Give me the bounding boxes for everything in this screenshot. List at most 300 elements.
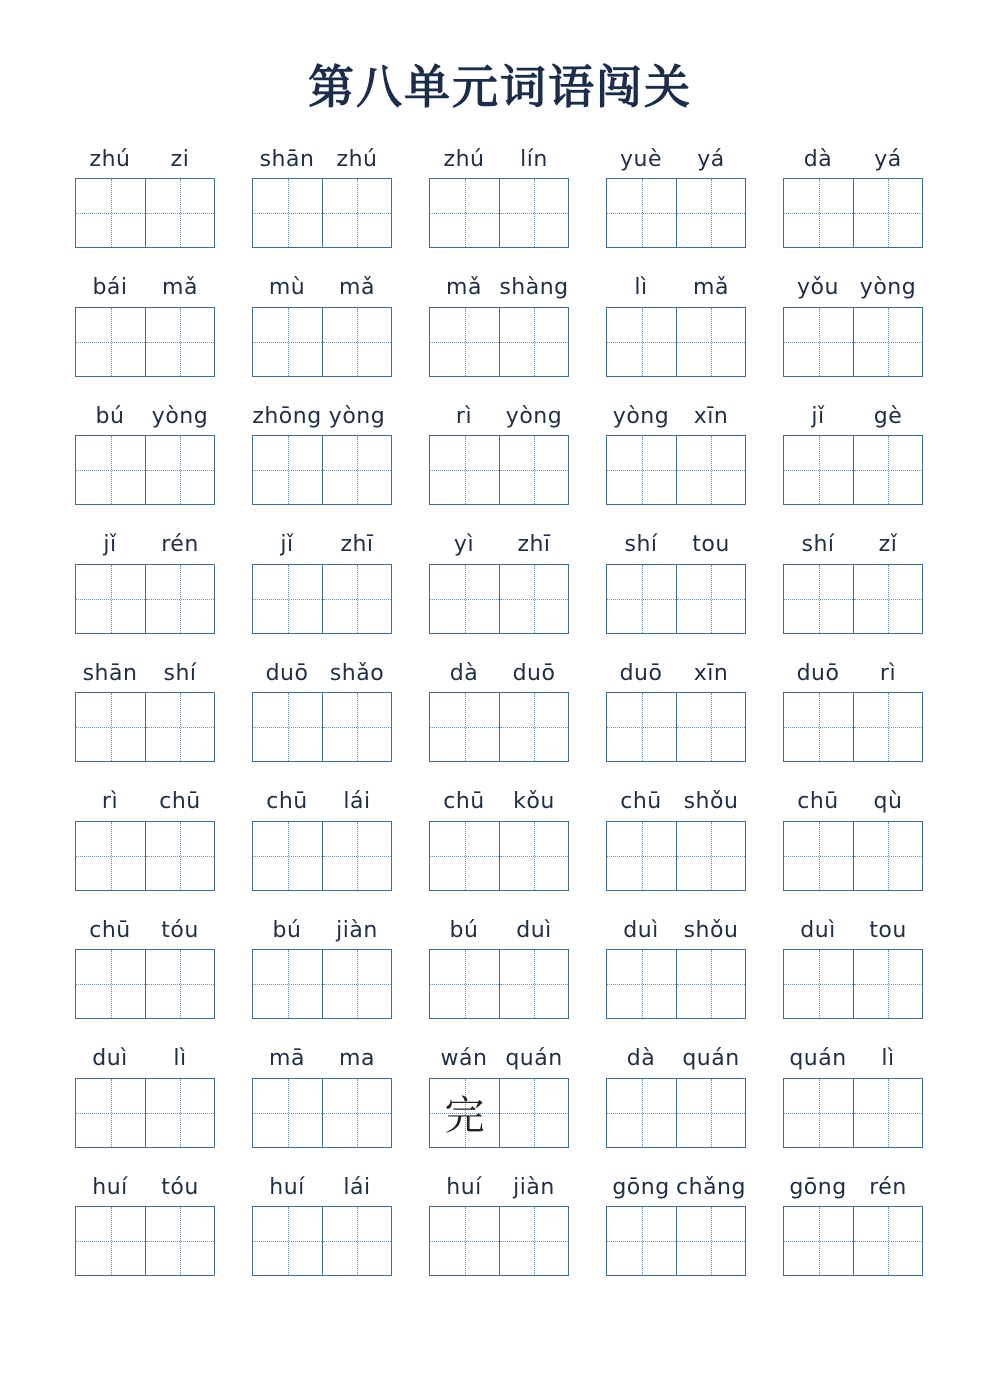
pinyin-syllable: zhī bbox=[340, 532, 374, 557]
pinyin-syllable: shǒu bbox=[683, 789, 739, 814]
writing-box[interactable] bbox=[853, 565, 922, 633]
word-item bbox=[252, 269, 392, 398]
word-item bbox=[429, 526, 569, 655]
writing-box[interactable] bbox=[430, 308, 499, 376]
pinyin-syllable: jiàn bbox=[513, 1174, 555, 1200]
writing-box[interactable] bbox=[676, 308, 745, 376]
character-grid bbox=[75, 949, 215, 1019]
writing-box[interactable] bbox=[676, 950, 745, 1018]
character-grid bbox=[783, 178, 923, 248]
writing-box[interactable] bbox=[76, 1207, 145, 1275]
pinyin-syllable: chū bbox=[266, 789, 308, 814]
pinyin-line bbox=[606, 1040, 746, 1078]
character-grid bbox=[606, 692, 746, 762]
pinyin-line bbox=[606, 783, 746, 821]
writing-box[interactable] bbox=[322, 308, 391, 376]
word-row bbox=[75, 1168, 925, 1297]
writing-box[interactable] bbox=[784, 950, 853, 1018]
character-grid bbox=[606, 435, 746, 505]
word-item bbox=[252, 140, 392, 269]
writing-box[interactable] bbox=[607, 950, 676, 1018]
pinyin-syllable: shàng bbox=[499, 275, 569, 300]
writing-box[interactable] bbox=[253, 1079, 322, 1147]
pinyin-syllable: jiàn bbox=[336, 917, 378, 943]
pinyin-syllable: chū bbox=[159, 789, 201, 814]
pinyin-syllable: gōng bbox=[612, 1174, 670, 1200]
word-item bbox=[783, 269, 923, 398]
word-item bbox=[75, 654, 215, 783]
writing-box[interactable] bbox=[499, 1079, 568, 1147]
word-item bbox=[606, 654, 746, 783]
pinyin-syllable: jǐ bbox=[103, 532, 117, 557]
writing-box[interactable] bbox=[607, 1079, 676, 1147]
pinyin-syllable: zǐ bbox=[878, 532, 898, 557]
pinyin-syllable: dà bbox=[626, 1046, 656, 1071]
pinyin-line bbox=[429, 269, 569, 307]
writing-box[interactable] bbox=[607, 693, 676, 761]
word-item bbox=[252, 1040, 392, 1169]
writing-box[interactable] bbox=[676, 565, 745, 633]
pinyin-line bbox=[252, 526, 392, 564]
character-grid bbox=[252, 949, 392, 1019]
pinyin-syllable: mǎ bbox=[162, 275, 198, 300]
word-item bbox=[429, 1040, 569, 1169]
pinyin-line bbox=[252, 1040, 392, 1078]
writing-box[interactable] bbox=[145, 179, 214, 247]
pinyin-syllable: yuè bbox=[620, 146, 662, 172]
word-item bbox=[783, 397, 923, 526]
writing-box[interactable] bbox=[145, 822, 214, 890]
pinyin-syllable: yòng bbox=[151, 403, 209, 429]
character-grid bbox=[75, 1078, 215, 1148]
handwritten-character: 完 bbox=[444, 1093, 485, 1139]
character-grid bbox=[429, 564, 569, 634]
word-item bbox=[252, 654, 392, 783]
character-grid bbox=[75, 564, 215, 634]
pinyin-syllable: bú bbox=[272, 917, 302, 943]
writing-box[interactable] bbox=[253, 693, 322, 761]
pinyin-line bbox=[252, 397, 392, 435]
character-grid bbox=[75, 692, 215, 762]
writing-box[interactable] bbox=[76, 822, 145, 890]
word-item bbox=[783, 140, 923, 269]
pinyin-syllable: rì bbox=[101, 789, 119, 814]
word-item bbox=[783, 911, 923, 1040]
pinyin-syllable: duì bbox=[92, 1046, 128, 1071]
writing-box[interactable] bbox=[607, 308, 676, 376]
writing-box[interactable] bbox=[322, 436, 391, 504]
word-row bbox=[75, 140, 925, 269]
writing-box[interactable] bbox=[499, 950, 568, 1018]
pinyin-syllable: zhú bbox=[336, 146, 378, 172]
character-grid bbox=[606, 821, 746, 891]
writing-box[interactable] bbox=[676, 822, 745, 890]
character-grid bbox=[252, 178, 392, 248]
pinyin-line bbox=[75, 1168, 215, 1206]
writing-box[interactable] bbox=[499, 693, 568, 761]
pinyin-syllable: yá bbox=[874, 146, 902, 172]
pinyin-line bbox=[75, 269, 215, 307]
character-grid bbox=[75, 821, 215, 891]
pinyin-syllable: quán bbox=[789, 1046, 847, 1071]
writing-box[interactable] bbox=[499, 822, 568, 890]
pinyin-line bbox=[75, 783, 215, 821]
pinyin-line bbox=[783, 140, 923, 178]
writing-box[interactable] bbox=[607, 1207, 676, 1275]
pinyin-syllable: tou bbox=[692, 532, 730, 557]
character-grid bbox=[606, 1206, 746, 1276]
writing-box[interactable] bbox=[607, 179, 676, 247]
writing-box[interactable] bbox=[430, 565, 499, 633]
word-item bbox=[783, 526, 923, 655]
writing-box[interactable] bbox=[784, 693, 853, 761]
writing-box[interactable] bbox=[76, 436, 145, 504]
writing-box[interactable] bbox=[853, 436, 922, 504]
character-grid bbox=[75, 1206, 215, 1276]
pinyin-line bbox=[429, 1040, 569, 1078]
writing-box[interactable] bbox=[676, 436, 745, 504]
character-grid bbox=[429, 1078, 569, 1148]
pinyin-syllable: bú bbox=[95, 403, 125, 429]
writing-box[interactable] bbox=[145, 1079, 214, 1147]
pinyin-line bbox=[75, 1040, 215, 1078]
word-row bbox=[75, 911, 925, 1040]
writing-box[interactable] bbox=[430, 1079, 499, 1147]
pinyin-line bbox=[75, 911, 215, 949]
character-grid bbox=[783, 949, 923, 1019]
pinyin-line bbox=[429, 140, 569, 178]
pinyin-line bbox=[252, 140, 392, 178]
writing-box[interactable] bbox=[499, 179, 568, 247]
writing-box[interactable] bbox=[499, 1207, 568, 1275]
word-grid bbox=[75, 140, 925, 1297]
writing-box[interactable] bbox=[784, 436, 853, 504]
word-item bbox=[252, 526, 392, 655]
pinyin-line bbox=[252, 1168, 392, 1206]
pinyin-line bbox=[252, 911, 392, 949]
word-item bbox=[75, 1040, 215, 1169]
pinyin-syllable: gōng bbox=[789, 1174, 847, 1200]
word-row bbox=[75, 783, 925, 912]
pinyin-syllable: shǒu bbox=[683, 917, 739, 943]
character-grid bbox=[75, 435, 215, 505]
writing-box[interactable] bbox=[322, 179, 391, 247]
pinyin-syllable: chū bbox=[443, 789, 485, 814]
pinyin-syllable: lì bbox=[881, 1046, 895, 1071]
writing-box[interactable] bbox=[676, 1079, 745, 1147]
character-grid bbox=[429, 435, 569, 505]
character-grid bbox=[429, 692, 569, 762]
word-item bbox=[75, 911, 215, 1040]
page-title: 第八单元词语闯关 bbox=[308, 60, 692, 114]
pinyin-syllable: lì bbox=[634, 275, 648, 300]
word-item bbox=[606, 140, 746, 269]
pinyin-syllable: tóu bbox=[161, 917, 199, 943]
character-grid bbox=[606, 1078, 746, 1148]
writing-box[interactable] bbox=[253, 822, 322, 890]
writing-box[interactable] bbox=[253, 565, 322, 633]
pinyin-syllable: zhōng bbox=[252, 403, 322, 429]
word-row bbox=[75, 397, 925, 526]
word-item bbox=[252, 911, 392, 1040]
writing-box[interactable] bbox=[145, 308, 214, 376]
pinyin-syllable: shǎo bbox=[329, 660, 385, 686]
character-grid bbox=[783, 1078, 923, 1148]
pinyin-line bbox=[783, 783, 923, 821]
writing-box[interactable] bbox=[76, 308, 145, 376]
writing-box[interactable] bbox=[853, 822, 922, 890]
pinyin-syllable: shí bbox=[801, 532, 835, 557]
writing-box[interactable] bbox=[853, 1207, 922, 1275]
writing-box[interactable] bbox=[145, 693, 214, 761]
writing-box[interactable] bbox=[145, 565, 214, 633]
character-grid bbox=[75, 178, 215, 248]
pinyin-syllable: rì bbox=[879, 660, 897, 686]
word-item bbox=[252, 783, 392, 912]
character-grid bbox=[252, 821, 392, 891]
word-item bbox=[75, 397, 215, 526]
writing-box[interactable] bbox=[76, 1079, 145, 1147]
pinyin-syllable: zhú bbox=[89, 146, 131, 172]
pinyin-syllable: mù bbox=[268, 275, 306, 300]
word-item bbox=[606, 269, 746, 398]
writing-box[interactable] bbox=[430, 693, 499, 761]
writing-box[interactable] bbox=[253, 436, 322, 504]
word-item bbox=[606, 783, 746, 912]
writing-box[interactable] bbox=[322, 950, 391, 1018]
writing-box[interactable] bbox=[853, 1079, 922, 1147]
pinyin-syllable: zi bbox=[170, 146, 190, 172]
word-item bbox=[75, 140, 215, 269]
pinyin-line bbox=[783, 1168, 923, 1206]
writing-box[interactable] bbox=[322, 1079, 391, 1147]
pinyin-syllable: huí bbox=[446, 1174, 482, 1200]
pinyin-syllable: duì bbox=[800, 917, 836, 943]
writing-box[interactable] bbox=[784, 1207, 853, 1275]
pinyin-syllable: xīn bbox=[693, 660, 729, 686]
character-grid bbox=[783, 1206, 923, 1276]
pinyin-line bbox=[75, 397, 215, 435]
writing-box[interactable] bbox=[145, 436, 214, 504]
writing-box[interactable] bbox=[322, 693, 391, 761]
writing-box[interactable] bbox=[76, 565, 145, 633]
writing-box[interactable] bbox=[499, 308, 568, 376]
pinyin-syllable: tóu bbox=[161, 1174, 199, 1200]
pinyin-line bbox=[783, 397, 923, 435]
writing-box[interactable] bbox=[499, 565, 568, 633]
character-grid bbox=[252, 307, 392, 377]
writing-box[interactable] bbox=[430, 1207, 499, 1275]
pinyin-syllable: jǐ bbox=[280, 532, 294, 557]
pinyin-line bbox=[606, 526, 746, 564]
writing-box[interactable] bbox=[76, 179, 145, 247]
word-item bbox=[429, 911, 569, 1040]
character-grid bbox=[252, 692, 392, 762]
writing-box[interactable] bbox=[853, 693, 922, 761]
pinyin-syllable: shān bbox=[259, 146, 315, 172]
pinyin-syllable: quán bbox=[682, 1046, 740, 1071]
character-grid bbox=[783, 435, 923, 505]
pinyin-line bbox=[75, 526, 215, 564]
pinyin-syllable: dà bbox=[449, 660, 479, 686]
pinyin-syllable: duō bbox=[512, 660, 556, 686]
word-item bbox=[783, 1040, 923, 1169]
word-row bbox=[75, 526, 925, 655]
word-item bbox=[75, 269, 215, 398]
writing-box[interactable] bbox=[676, 693, 745, 761]
writing-box[interactable] bbox=[253, 179, 322, 247]
pinyin-line bbox=[252, 783, 392, 821]
pinyin-syllable: kǒu bbox=[513, 789, 555, 814]
writing-box[interactable] bbox=[784, 822, 853, 890]
pinyin-syllable: chū bbox=[89, 917, 131, 943]
writing-box[interactable] bbox=[853, 179, 922, 247]
word-item bbox=[75, 783, 215, 912]
pinyin-syllable: chǎng bbox=[676, 1174, 746, 1200]
word-item bbox=[783, 783, 923, 912]
pinyin-syllable: yá bbox=[697, 146, 725, 172]
pinyin-syllable: ma bbox=[339, 1046, 375, 1071]
pinyin-syllable: yòng bbox=[859, 275, 917, 300]
pinyin-line bbox=[783, 1040, 923, 1078]
word-item bbox=[783, 1168, 923, 1297]
pinyin-syllable: rén bbox=[161, 532, 199, 557]
word-item bbox=[606, 1040, 746, 1169]
pinyin-line bbox=[429, 654, 569, 692]
writing-box[interactable] bbox=[430, 822, 499, 890]
pinyin-syllable: yòng bbox=[612, 403, 670, 429]
pinyin-line bbox=[783, 269, 923, 307]
word-item bbox=[252, 1168, 392, 1297]
word-item bbox=[429, 269, 569, 398]
word-item bbox=[75, 526, 215, 655]
word-item bbox=[429, 783, 569, 912]
writing-box[interactable] bbox=[145, 1207, 214, 1275]
pinyin-syllable: duì bbox=[623, 917, 659, 943]
pinyin-line bbox=[606, 397, 746, 435]
pinyin-line bbox=[429, 911, 569, 949]
writing-box[interactable] bbox=[322, 822, 391, 890]
word-row bbox=[75, 1040, 925, 1169]
character-grid bbox=[75, 307, 215, 377]
pinyin-syllable: yòng bbox=[505, 403, 563, 429]
pinyin-line bbox=[429, 1168, 569, 1206]
word-item bbox=[606, 526, 746, 655]
writing-box[interactable] bbox=[607, 822, 676, 890]
writing-box[interactable] bbox=[676, 1207, 745, 1275]
pinyin-line bbox=[252, 269, 392, 307]
character-grid bbox=[429, 178, 569, 248]
pinyin-line bbox=[606, 1168, 746, 1206]
character-grid bbox=[429, 1206, 569, 1276]
writing-box[interactable] bbox=[784, 179, 853, 247]
pinyin-syllable: duō bbox=[619, 660, 663, 686]
writing-box[interactable] bbox=[145, 950, 214, 1018]
pinyin-syllable: zhī bbox=[517, 532, 551, 557]
writing-box[interactable] bbox=[853, 308, 922, 376]
writing-box[interactable] bbox=[784, 565, 853, 633]
pinyin-syllable: wán bbox=[440, 1046, 488, 1071]
pinyin-line bbox=[252, 654, 392, 692]
word-item bbox=[429, 654, 569, 783]
pinyin-syllable: zhú bbox=[443, 146, 485, 172]
pinyin-syllable: quán bbox=[505, 1046, 563, 1071]
pinyin-syllable: xīn bbox=[693, 403, 729, 429]
pinyin-syllable: bú bbox=[449, 917, 479, 943]
character-grid bbox=[783, 564, 923, 634]
pinyin-syllable: huí bbox=[269, 1174, 305, 1200]
pinyin-syllable: yǒu bbox=[797, 275, 839, 300]
pinyin-syllable: lái bbox=[343, 789, 371, 814]
character-grid bbox=[783, 821, 923, 891]
pinyin-syllable: rén bbox=[869, 1174, 907, 1200]
writing-box[interactable] bbox=[253, 308, 322, 376]
writing-box[interactable] bbox=[499, 436, 568, 504]
pinyin-syllable: dà bbox=[803, 146, 833, 172]
pinyin-syllable: shān bbox=[82, 660, 138, 686]
writing-box[interactable] bbox=[76, 950, 145, 1018]
writing-box[interactable] bbox=[253, 950, 322, 1018]
word-item bbox=[606, 397, 746, 526]
pinyin-syllable: jǐ bbox=[811, 403, 825, 429]
writing-box[interactable] bbox=[430, 179, 499, 247]
pinyin-line bbox=[606, 654, 746, 692]
character-grid bbox=[783, 692, 923, 762]
writing-box[interactable] bbox=[607, 436, 676, 504]
character-grid bbox=[783, 307, 923, 377]
character-grid bbox=[429, 949, 569, 1019]
pinyin-syllable: lì bbox=[173, 1046, 187, 1071]
writing-box[interactable] bbox=[676, 179, 745, 247]
character-grid bbox=[606, 307, 746, 377]
pinyin-line bbox=[783, 526, 923, 564]
pinyin-syllable: duō bbox=[265, 660, 309, 686]
writing-box[interactable] bbox=[322, 1207, 391, 1275]
pinyin-line bbox=[606, 140, 746, 178]
writing-box[interactable] bbox=[784, 308, 853, 376]
writing-box[interactable] bbox=[784, 1079, 853, 1147]
writing-box[interactable] bbox=[853, 950, 922, 1018]
pinyin-syllable: lín bbox=[520, 146, 548, 172]
pinyin-syllable: mǎ bbox=[446, 275, 482, 300]
character-grid bbox=[429, 821, 569, 891]
pinyin-syllable: tou bbox=[869, 917, 907, 943]
pinyin-syllable: gè bbox=[873, 403, 903, 429]
pinyin-syllable: lái bbox=[343, 1174, 371, 1200]
writing-box[interactable] bbox=[76, 693, 145, 761]
word-row bbox=[75, 269, 925, 398]
word-item bbox=[429, 1168, 569, 1297]
pinyin-line bbox=[75, 654, 215, 692]
pinyin-syllable: chū bbox=[620, 789, 662, 814]
pinyin-syllable: shí bbox=[163, 660, 197, 686]
writing-box[interactable] bbox=[607, 565, 676, 633]
writing-box[interactable] bbox=[322, 565, 391, 633]
word-item bbox=[606, 911, 746, 1040]
writing-box[interactable] bbox=[430, 950, 499, 1018]
pinyin-syllable: duì bbox=[516, 917, 552, 943]
pinyin-line bbox=[606, 269, 746, 307]
pinyin-line bbox=[783, 911, 923, 949]
character-grid bbox=[252, 435, 392, 505]
word-item bbox=[783, 654, 923, 783]
pinyin-syllable: mǎ bbox=[339, 275, 375, 300]
character-grid bbox=[252, 564, 392, 634]
writing-box[interactable] bbox=[253, 1207, 322, 1275]
pinyin-syllable: bái bbox=[92, 275, 128, 300]
pinyin-syllable: duō bbox=[796, 660, 840, 686]
writing-box[interactable] bbox=[430, 436, 499, 504]
